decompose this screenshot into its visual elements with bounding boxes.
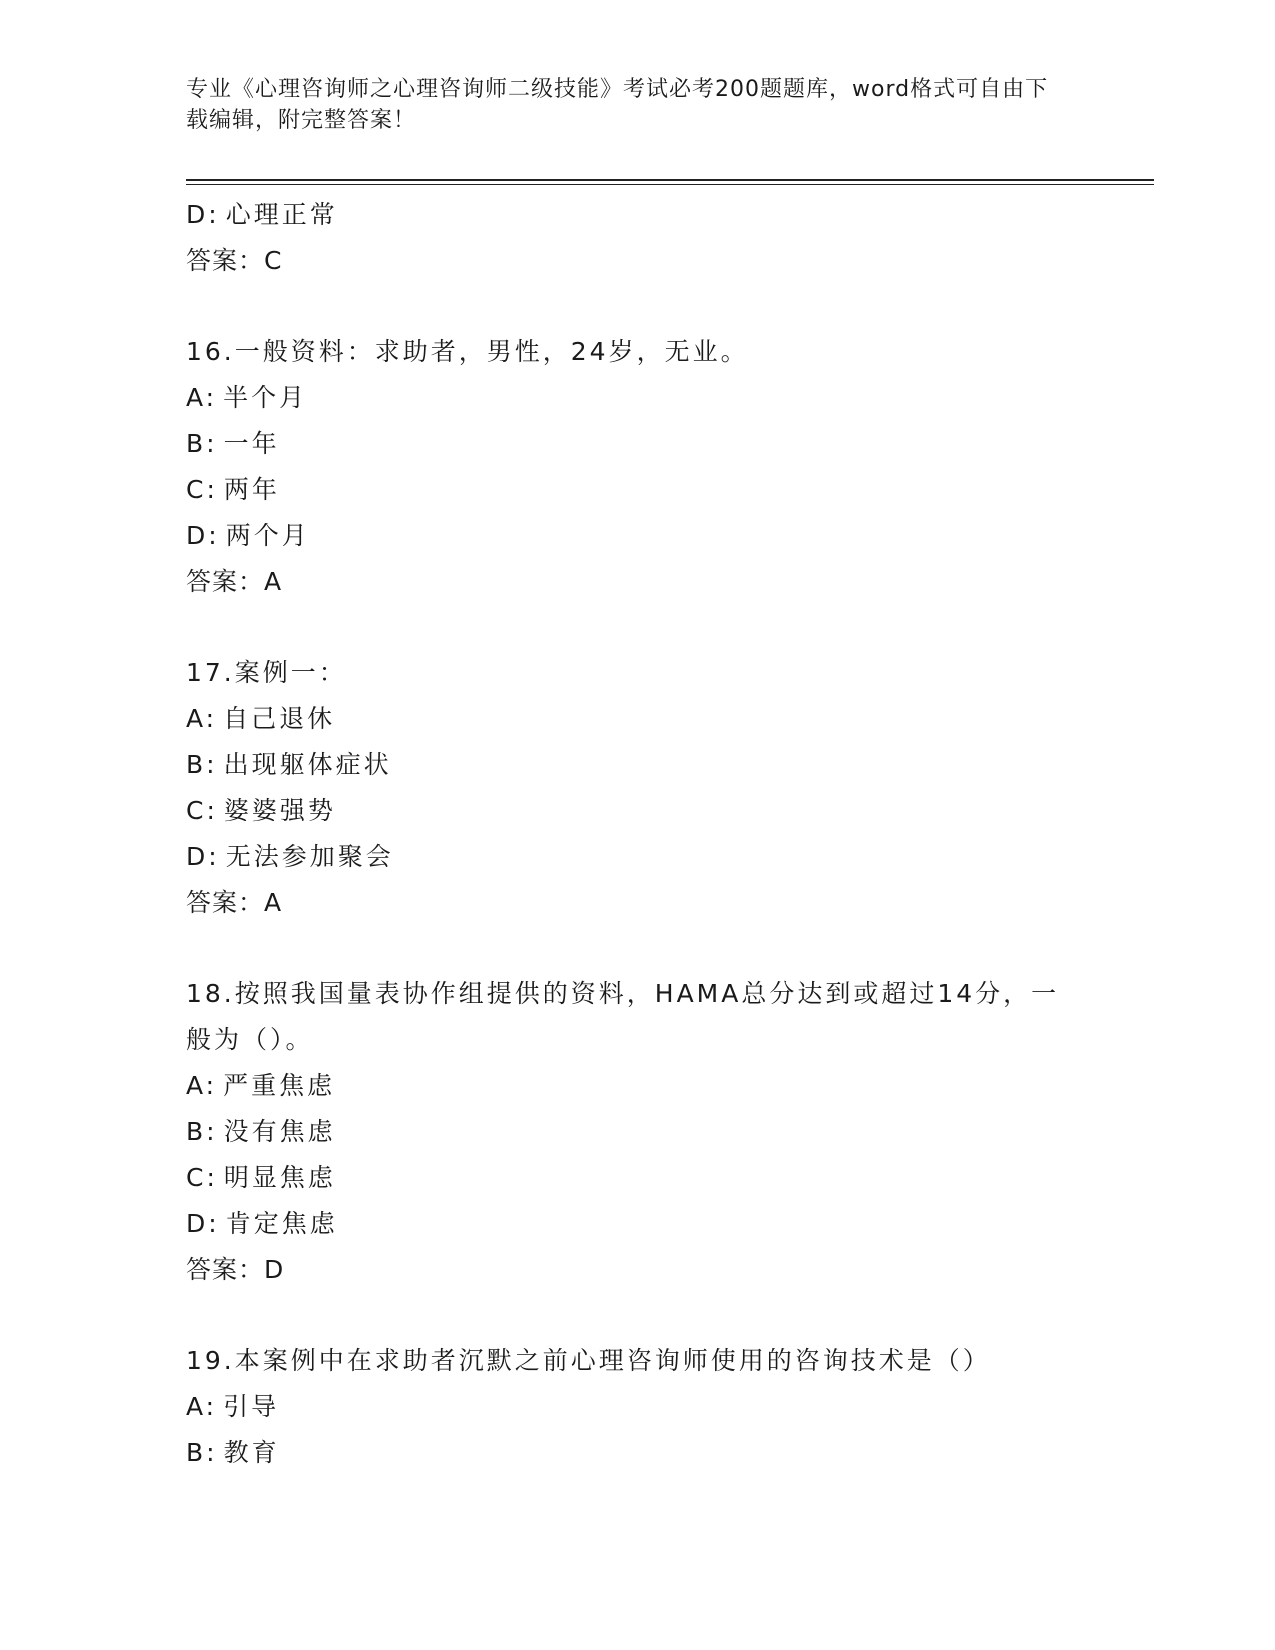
option-line xyxy=(186,834,1086,880)
option-key: D: xyxy=(186,521,220,550)
option-text: 无法参加聚会 xyxy=(225,842,394,871)
option-line xyxy=(186,696,1086,742)
option-line xyxy=(186,375,1086,421)
option-key: C: xyxy=(186,1163,218,1192)
option-text: 一年 xyxy=(223,429,280,458)
option-key: B: xyxy=(186,1438,218,1467)
option-text: 出现躯体症状 xyxy=(223,750,392,779)
answer-line: 答案：D xyxy=(186,1255,285,1284)
option-key: D: xyxy=(186,1209,220,1238)
option-key: A: xyxy=(186,383,218,412)
option-key: A: xyxy=(186,1392,218,1421)
document-header: 专业《心理咨询师之心理咨询师二级技能》考试必考200题题库，word格式可自由下载编辑，附完整答案！ xyxy=(186,77,1049,133)
option-key: C: xyxy=(186,796,218,825)
answer-line: 答案：C xyxy=(186,246,283,275)
option-text: 婆婆强势 xyxy=(223,796,336,825)
option-line xyxy=(186,1384,1086,1430)
option-line xyxy=(186,192,1086,238)
option-line xyxy=(186,742,1086,788)
question-line xyxy=(186,971,1086,1063)
option-line xyxy=(186,1430,1086,1476)
question-text: 按照我国量表协作组提供的资料，HAMA总分达到或超过14分，一般为（）。 xyxy=(186,979,1060,1054)
question-text: 本案例中在求助者沉默之前心理咨询师使用的咨询技术是（） xyxy=(234,1346,991,1375)
question-number: 19. xyxy=(186,1346,235,1375)
question-number: 17. xyxy=(186,658,235,687)
option-key: B: xyxy=(186,750,218,779)
option-key: C: xyxy=(186,475,218,504)
option-key: D: xyxy=(186,842,220,871)
question-line xyxy=(186,1338,1086,1384)
option-text: 教育 xyxy=(223,1438,280,1467)
header-rule-thick xyxy=(186,179,1154,181)
option-text: 心理正常 xyxy=(225,200,338,229)
option-text: 没有焦虑 xyxy=(223,1117,336,1146)
option-key: B: xyxy=(186,429,218,458)
option-text: 明显焦虑 xyxy=(223,1163,336,1192)
question-text: 一般资料：求助者，男性，24岁，无业。 xyxy=(234,337,749,366)
option-line xyxy=(186,1155,1086,1201)
option-text: 自己退休 xyxy=(223,704,336,733)
option-key: A: xyxy=(186,704,218,733)
question-line xyxy=(186,650,1086,696)
option-text: 肯定焦虑 xyxy=(225,1209,338,1238)
option-text: 严重焦虑 xyxy=(223,1071,336,1100)
option-text: 两个月 xyxy=(225,521,310,550)
option-line xyxy=(186,421,1086,467)
option-line xyxy=(186,788,1086,834)
question-number: 16. xyxy=(186,337,235,366)
option-line xyxy=(186,1063,1086,1109)
option-text: 引导 xyxy=(223,1392,280,1421)
option-text: 两年 xyxy=(223,475,280,504)
option-line xyxy=(186,467,1086,513)
answer-line: 答案：A xyxy=(186,888,283,917)
header-rule-thin xyxy=(186,184,1154,185)
option-line xyxy=(186,1201,1086,1247)
option-line xyxy=(186,513,1086,559)
option-text: 半个月 xyxy=(223,383,308,412)
option-line xyxy=(186,1109,1086,1155)
question-list xyxy=(186,192,1086,1476)
option-key: A: xyxy=(186,1071,218,1100)
option-key: B: xyxy=(186,1117,218,1146)
question-text: 案例一： xyxy=(234,658,347,687)
question-line xyxy=(186,329,1086,375)
option-key: D: xyxy=(186,200,220,229)
answer-line: 答案：A xyxy=(186,567,283,596)
question-number: 18. xyxy=(186,979,235,1008)
